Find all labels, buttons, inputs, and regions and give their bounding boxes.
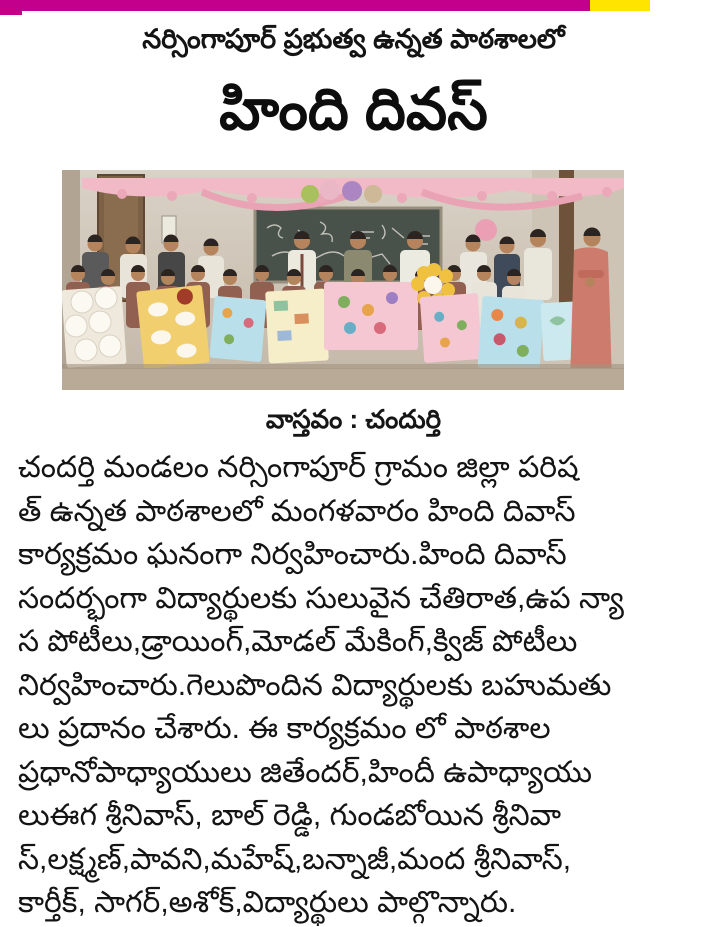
masthead-yellow-bar <box>590 0 650 11</box>
article-body <box>18 446 694 925</box>
article-headline: హింది దివస్ <box>219 77 488 142</box>
photo-floor <box>62 364 624 390</box>
classroom-photo-illustration <box>62 170 624 390</box>
body-line: కార్తీక్, సాగర్,అశోక్,విద్యార్థులు పాల్గొన్నారు. <box>18 886 517 919</box>
body-line: కార్యక్రమం ఘనంగా నిర్వహించారు.హింది దివాస్ <box>18 538 567 571</box>
article-photo <box>62 170 624 390</box>
body-line: చందర్తి మండలం నర్సింగాపూర్ గ్రామం జిల్లా పరిష <box>18 451 579 484</box>
body-line: స పోటీలు,డ్రాయింగ్,మోడల్ మేకింగ్,క్విజ్ పోటీలు <box>18 625 578 658</box>
body-line: నిర్వహించారు.గెలుపొందిన విద్యార్థులకు బహుమతు <box>18 668 612 702</box>
body-line: సందర్భంగా విద్యార్థులకు సులువైన చేతిరాత,ఉప న్యా <box>18 581 624 615</box>
masthead-magenta-bar <box>22 0 590 11</box>
article-kicker: నర్సింగాపూర్ ప్రభుత్వ ఉన్నత పాఠశాలలో <box>142 24 565 54</box>
body-line: లుఈగ శ్రీనివాస్, బాల్ రెడ్డి, గుండబోయిన శ్రీనివా <box>18 799 562 832</box>
body-line: స్,లక్ష్మణ్,పావని,మహేష్,బన్నాజీ,మంద శ్రీనివాస్, <box>18 842 572 876</box>
body-line: త్ ఉన్నత పాఠశాలలో మంగళవారం హింది దివాస్ <box>18 494 576 528</box>
masthead-corner-block <box>0 0 22 15</box>
body-line: ప్రధానోపాధ్యాయులు జితేందర్,హిందీ ఉపాధ్యాయు <box>18 755 592 789</box>
body-line: లు ప్రదానం చేశారు. ఈ కార్యక్రమం లో పాఠశాల <box>18 712 551 745</box>
article-dateline: వాస్తవం : చందుర్తి <box>265 404 442 434</box>
